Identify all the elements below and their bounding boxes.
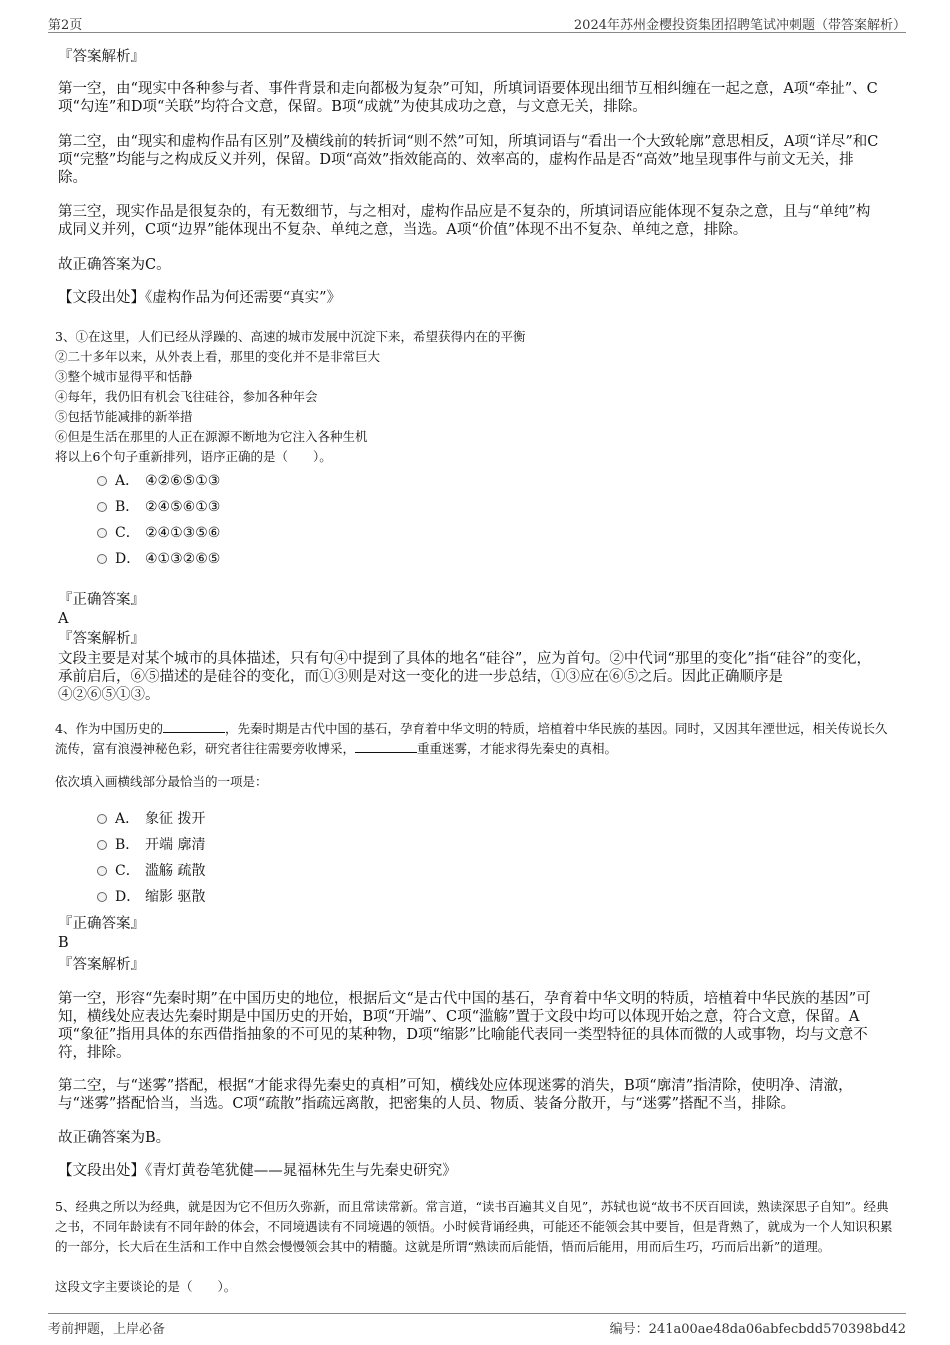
q3-option-b[interactable]: B． ②④⑤⑥①③ xyxy=(97,497,220,517)
q3-option-d[interactable]: D． ④①③②⑥⑤ xyxy=(97,549,220,569)
q4-analysis-label: 『答案解析』 xyxy=(58,957,145,973)
q3-line: 3、①在这里，人们已经从浮躁的、高速的城市发展中沉淀下来，希望获得内在的平衡 xyxy=(55,329,526,344)
radio-icon[interactable] xyxy=(97,554,107,564)
radio-icon[interactable] xyxy=(97,528,107,538)
page-footer xyxy=(48,1313,906,1336)
document-title: 2024年苏州金樱投资集团招聘笔试冲刺题（带答案解析） xyxy=(573,18,906,33)
q2-analysis-p2: 第二空，由“现实和虚构作品有区别”及横线前的转折词“则不然”可知，所填词语与“看出一个大致轮廓”意思相反，A项“详尽”和C项“完整”均能与之构成反义并列，保留。D项“高效”指效能高的、效率高的，虚构作品是否“高效”地呈现事件与前文无关，排除。 xyxy=(58,134,879,186)
q3-answer: A xyxy=(58,611,69,627)
radio-icon[interactable] xyxy=(97,892,107,902)
q2-analysis-p1: 第一空，由“现实中各种参与者、事件背景和走向都极为复杂”可知，所填词语要体现出细节互相纠缠在一起之意，A项“牵扯”、C项“勾连”和D项“关联”均符合文意，保留。B项“成就”为使其成功之意，与文意无关，排除。 xyxy=(58,81,878,115)
q4-analysis-p2: 第二空，与“迷雾”搭配，根据“才能求得先秦史的真相”可知，横线处应体现迷雾的消失，B项“廓清”指清除，使明净、清澈，与“迷雾”搭配恰当，当选。C项“疏散”指疏远离散，把密集的人员、物质、装备分散开，与“迷雾”搭配不当，排除。 xyxy=(58,1078,853,1112)
q4-stem: 4、作为中国历史的 ，先秦时期是古代中国的基石，孕育着中华文明的特质，培植着中华民族的基因。同时，又因其年湮世远，相关传说长久流传，富有浪漫神秘色彩，研究者往往需要旁收博采， 重重迷雾，才能求得先秦史的真相。 xyxy=(55,721,888,756)
q4-option-a[interactable]: A． 象征 拨开 xyxy=(97,809,205,829)
q2-analysis-p3: 第三空，现实作品是很复杂的，有无数细节，与之相对，虚构作品应是不复杂的，所填词语应能体现不复杂之意，且与“单纯”构成同义并列，C项“边界”能体现出不复杂、单纯之意，当选。A项“价值”体现不出不复杂、单纯之意，排除。 xyxy=(58,204,871,238)
q4-option-c[interactable]: C． 滥觞 疏散 xyxy=(97,861,205,881)
q4-option-b[interactable]: B． 开端 廓清 xyxy=(97,835,205,855)
page-header xyxy=(48,14,906,33)
q3-line: ②二十多年以来，从外表上看，那里的变化并不是非常巨大 xyxy=(55,349,381,364)
blank-1 xyxy=(163,720,225,733)
radio-icon[interactable] xyxy=(97,476,107,486)
q4-answer-label: 『正确答案』 xyxy=(58,916,145,932)
blank-2 xyxy=(355,740,417,753)
q3-line: 将以上6个句子重新排列，语序正确的是（ ）。 xyxy=(55,449,332,464)
radio-icon[interactable] xyxy=(97,866,107,876)
q3-line: ⑤包括节能减排的新举措 xyxy=(55,409,193,424)
q3-line: ④每年，我仍旧有机会飞往硅谷，参加各种年会 xyxy=(55,389,318,404)
q4-prompt: 依次填入画横线部分最恰当的一项是： xyxy=(55,774,268,789)
q3-stem xyxy=(55,327,915,467)
q4-source: 【文段出处】《青灯黄卷笔犹健——晁福林先生与先秦史研究》 xyxy=(58,1163,457,1179)
q5-stem: 5、经典之所以为经典，就是因为它不但历久弥新，而且常读常新。常言道，“读书百遍其义自见”，苏轼也说“故书不厌百回读，熟读深思子自知”。经典之书，不同年龄读有不同年龄的体会，不同境遇读有不同境遇的领悟。小时候背诵经典，可能还不能领会其中要旨，但是背熟了，就成为一个人知识积累的一部分，长大后在生活和工作中自然会慢慢领会其中的精髓。这就是所谓“熟读而后能悟，悟而后能用，用而后生巧，巧而后出新”的道理。 xyxy=(55,1199,893,1254)
q3-line: ③整个城市显得平和恬静 xyxy=(55,369,193,384)
radio-icon[interactable] xyxy=(97,840,107,850)
q5-prompt: 这段文字主要谈论的是（ ）。 xyxy=(55,1279,237,1294)
radio-icon[interactable] xyxy=(97,814,107,824)
q4-answer: B xyxy=(58,935,69,951)
radio-icon[interactable] xyxy=(97,502,107,512)
footer-slogan: 考前押题，上岸必备 xyxy=(48,1322,166,1337)
q4-option-d[interactable]: D． 缩影 驱散 xyxy=(97,887,205,907)
q3-analysis-label: 『答案解析』 xyxy=(58,631,145,647)
q2-conclusion: 故正确答案为C。 xyxy=(58,257,171,273)
q3-analysis: 文段主要是对某个城市的具体描述，只有句④中提到了具体的地名“硅谷”，应为首句。②中代词“那里的变化”指“硅谷”的变化，承前启后，⑥⑤描述的是硅谷的变化，而①③则是对这一变化的进一步总结，①③应在⑥⑤之后。因此正确顺序是④②⑥⑤①③。 xyxy=(58,651,871,703)
footer-id: 编号：241a00ae48da06abfecbdd570398bd42 xyxy=(609,1322,906,1337)
q3-option-c[interactable]: C． ②④①③⑤⑥ xyxy=(97,523,220,543)
q4-conclusion: 故正确答案为B。 xyxy=(58,1130,171,1146)
q3-option-a[interactable]: A． ④②⑥⑤①③ xyxy=(97,471,220,491)
q2-source: 【文段出处】《虚构作品为何还需要“真实”》 xyxy=(58,290,342,306)
q4-analysis-p1: 第一空，形容“先秦时期”在中国历史的地位，根据后文“是古代中国的基石，孕育着中华文明的特质，培植着中华民族的基因”可知，横线处应表达先秦时期是中国历史的开始，B项“开端”、C项“滥觞”置于文段中均可以体现开始之意，符合文意，保留。A项“象征”指用具体的东西借指抽象的不可见的某种物，D项“缩影”比喻能代表同一类型特征的具体而微的人或事物，均与文意不符，排除。 xyxy=(58,991,871,1061)
page-number: 第2页 xyxy=(48,18,83,33)
q3-answer-label: 『正确答案』 xyxy=(58,592,145,608)
q2-analysis-label: 『答案解析』 xyxy=(58,49,145,65)
q3-line: ⑥但是生活在那里的人正在源源不断地为它注入各种生机 xyxy=(55,429,368,444)
